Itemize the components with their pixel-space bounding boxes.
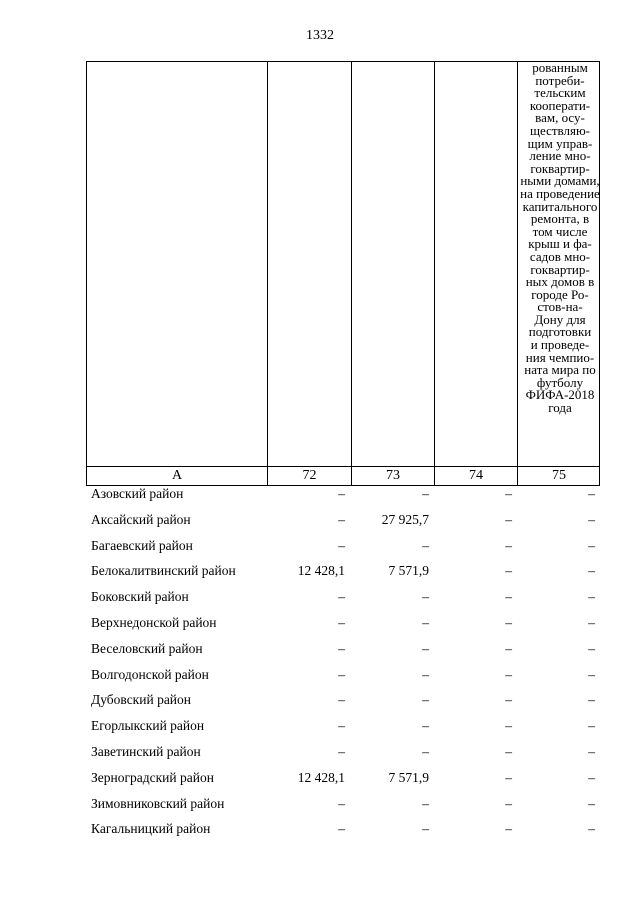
header-text-line: ФИФА-2018 — [525, 387, 595, 403]
column-number-72: 72 — [302, 468, 317, 483]
cell-col-74: – — [505, 640, 512, 656]
header-text-line: тельским — [534, 85, 586, 101]
header-text-line: гоквартир- — [530, 261, 590, 277]
cell-col-74: – — [505, 486, 512, 501]
header-text-line: года — [548, 400, 572, 416]
header-text-line: ными домами, — [520, 173, 600, 189]
district-name: Дубовский район — [91, 692, 192, 708]
header-text-line: ната мира по — [524, 362, 596, 378]
table-row — [0, 770, 640, 790]
cell-col-73: – — [422, 615, 429, 630]
cell-col-73: – — [422, 795, 429, 811]
table-row — [0, 615, 640, 635]
header-text-line: футболу — [536, 374, 584, 390]
table-row — [0, 512, 640, 532]
cell-col-72: 12 428,1 — [297, 769, 345, 785]
cell-col-73: – — [422, 486, 429, 501]
table-row — [0, 821, 640, 841]
cell-col-72: – — [338, 795, 345, 811]
cell-col-72: – — [338, 744, 345, 759]
cell-col-74: – — [505, 615, 512, 630]
header-text-line: гоквартир- — [530, 160, 590, 176]
header-text-line: потреби- — [535, 72, 585, 88]
cell-col-73: – — [422, 692, 429, 708]
district-name: Волгодонской район — [91, 666, 209, 682]
cell-col-75: – — [588, 692, 595, 708]
table-row — [0, 486, 640, 506]
column-75-header — [519, 62, 601, 415]
cell-col-75: – — [588, 769, 595, 785]
cell-col-73: 7 571,9 — [388, 563, 429, 579]
cell-col-75: – — [588, 563, 595, 579]
cell-col-74: – — [505, 563, 512, 579]
cell-col-75: – — [588, 821, 595, 837]
district-name: Зерноградский район — [91, 769, 214, 785]
cell-col-75: – — [588, 615, 595, 630]
table-row — [0, 718, 640, 738]
cell-col-73: – — [422, 666, 429, 682]
district-name: Багаевский район — [91, 537, 193, 553]
header-text-line: садов мно- — [529, 248, 591, 264]
cell-col-74: – — [505, 821, 512, 837]
cell-col-74: – — [505, 795, 512, 811]
table-row — [0, 589, 640, 609]
cell-col-72: – — [338, 589, 345, 605]
header-text-line: том числе — [532, 223, 588, 239]
cell-col-74: – — [505, 511, 512, 527]
cell-col-74: – — [505, 589, 512, 605]
header-text-line: кооперати- — [529, 97, 591, 113]
column-divider — [267, 62, 268, 485]
cell-col-72: – — [338, 511, 345, 527]
district-name: Боковский район — [91, 589, 189, 605]
cell-col-73: – — [422, 718, 429, 734]
cell-col-74: – — [505, 718, 512, 734]
cell-col-73: – — [422, 744, 429, 759]
column-number-a: А — [171, 468, 183, 483]
header-text-line: ния чемпио- — [525, 349, 595, 365]
column-number-75: 75 — [552, 468, 566, 483]
table-row — [0, 667, 640, 687]
cell-col-73: – — [422, 537, 429, 553]
cell-col-74: – — [505, 666, 512, 682]
table-row — [0, 796, 640, 816]
cell-col-72: – — [338, 640, 345, 656]
header-text-line: вам, осу- — [535, 110, 585, 126]
district-name: Аксайский район — [91, 511, 191, 527]
header-text-line: и проведе- — [530, 337, 590, 353]
cell-col-75: – — [588, 666, 595, 682]
cell-col-74: – — [505, 744, 512, 759]
district-name: Егорлыкский район — [91, 718, 205, 734]
column-number-73: 73 — [386, 468, 400, 483]
district-name: Кагальницкий район — [91, 821, 211, 837]
table-header — [86, 61, 600, 486]
header-text-line: ществляю- — [529, 122, 591, 138]
column-divider — [434, 62, 435, 485]
cell-col-74: – — [505, 537, 512, 553]
header-text-line: ремонта, в — [530, 211, 590, 227]
table-row — [0, 641, 640, 661]
cell-col-72: – — [338, 666, 345, 682]
header-text-line: на проведение — [520, 185, 600, 201]
column-number-74: 74 — [469, 468, 483, 483]
header-text-line: Дону для — [534, 311, 586, 327]
cell-col-72: 12 428,1 — [297, 563, 345, 579]
cell-col-75: – — [588, 511, 595, 527]
cell-col-75: – — [588, 486, 595, 501]
column-divider — [517, 62, 518, 485]
cell-col-73: 27 925,7 — [381, 511, 429, 527]
table-row — [0, 563, 640, 583]
cell-col-73: 7 571,9 — [388, 769, 429, 785]
district-name: Белокалитвинский район — [91, 563, 236, 579]
table-row — [0, 744, 640, 764]
cell-col-75: – — [588, 795, 595, 811]
page-number: 1332 — [306, 28, 334, 43]
cell-col-73: – — [422, 589, 429, 605]
table-row — [0, 692, 640, 712]
district-name: Верхнедонской район — [91, 615, 217, 630]
cell-col-73: – — [422, 821, 429, 837]
cell-col-74: – — [505, 692, 512, 708]
header-text-line: подготовки — [528, 324, 592, 340]
cell-col-75: – — [588, 718, 595, 734]
cell-col-72: – — [338, 486, 345, 501]
cell-col-72: – — [338, 821, 345, 837]
cell-col-72: – — [338, 537, 345, 553]
header-text-line: ных домов в — [525, 274, 595, 290]
cell-col-72: – — [338, 615, 345, 630]
district-name: Заветинский район — [91, 744, 201, 759]
column-divider — [351, 62, 352, 485]
cell-col-75: – — [588, 537, 595, 553]
cell-col-74: – — [505, 769, 512, 785]
header-text-line: щим управ- — [527, 135, 593, 151]
cell-col-72: – — [338, 692, 345, 708]
district-name: Веселовский район — [91, 640, 203, 656]
cell-col-75: – — [588, 744, 595, 759]
district-name: Азовский район — [91, 486, 184, 501]
cell-col-75: – — [588, 640, 595, 656]
header-text-line: рованным — [532, 60, 588, 75]
table-row — [0, 538, 640, 558]
header-text-line: ление мно- — [529, 148, 591, 164]
district-name: Зимовниковский район — [91, 795, 225, 811]
cell-col-73: – — [422, 640, 429, 656]
cell-col-75: – — [588, 589, 595, 605]
cell-col-72: – — [338, 718, 345, 734]
header-text-line: капитального — [522, 198, 598, 214]
header-text-line: городе Ро- — [531, 286, 589, 302]
header-text-line: стов-на- — [537, 299, 583, 315]
header-text-line: крыш и фа- — [528, 236, 592, 252]
